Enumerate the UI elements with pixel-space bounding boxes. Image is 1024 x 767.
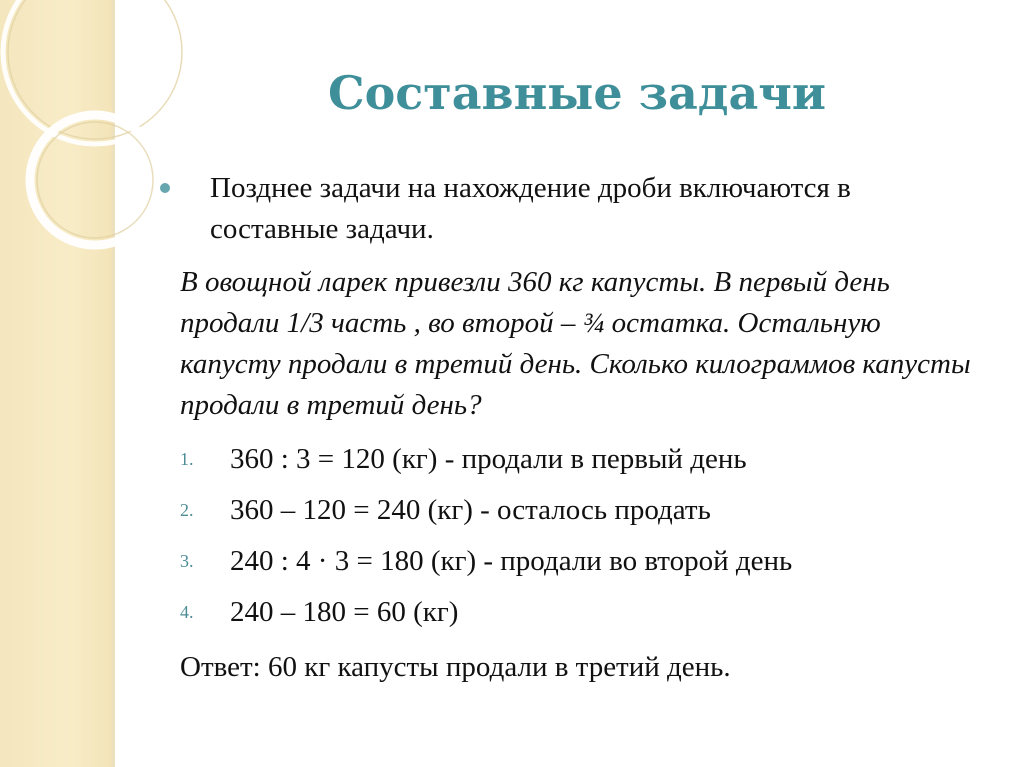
step-number: 2. — [180, 500, 194, 520]
step-number: 3. — [180, 551, 194, 571]
slide-content — [155, 168, 975, 691]
solution-step — [155, 536, 975, 587]
solution-steps — [155, 434, 975, 638]
solution-step — [155, 485, 975, 536]
step-number: 1. — [180, 449, 194, 469]
solution-step — [155, 434, 975, 485]
step-text: 240 – 180 = 60 (кг) — [230, 596, 459, 628]
bullet-item — [155, 168, 975, 250]
bullet-dot-icon — [160, 183, 170, 193]
slide-title: Составные задачи — [328, 66, 827, 120]
step-text: 360 – 120 = 240 (кг) - осталось продать — [230, 494, 711, 526]
answer-text: Ответ: 60 кг капусты продали в третий день. — [180, 651, 731, 683]
problem-statement: В овощной ларек привезли 360 кг капусты. В первый день продали 1/3 часть , во второй – ¾ остатка. Остальную капусту продали в третий день. Сколько килограммов капусты продали в третий день? — [180, 266, 971, 421]
step-text: 240 : 4 · 3 = 180 (кг) - продали во второй день — [230, 545, 793, 577]
step-number: 4. — [180, 602, 194, 622]
solution-step — [155, 587, 975, 638]
step-text: 360 : 3 = 120 (кг) - продали в первый день — [230, 443, 747, 475]
bullet-text: Позднее задачи на нахождение дроби включаются в составные задачи. — [210, 172, 851, 245]
